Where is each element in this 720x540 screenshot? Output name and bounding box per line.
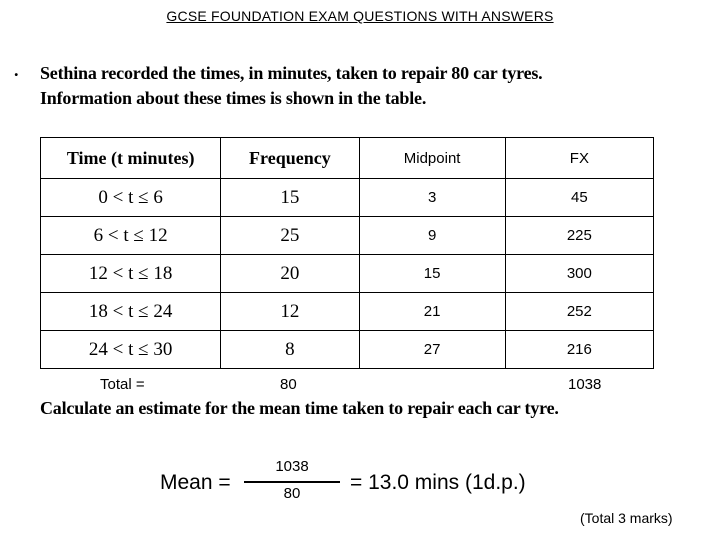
table-row [41, 331, 654, 369]
midpoint-value: 15 [359, 255, 505, 293]
fx-value: 300 [505, 255, 653, 293]
time-interval: 12 < t ≤ 18 [41, 255, 221, 293]
question-line-1: Sethina recorded the times, in minutes, taken to repair 80 car tyres. [40, 63, 543, 83]
midpoint-value: 27 [359, 331, 505, 369]
frequency-table [40, 137, 654, 369]
mean-numerator: 1038 [275, 458, 309, 475]
mean-result: = 13.0 mins (1d.p.) [350, 471, 526, 494]
time-interval: 24 < t ≤ 30 [41, 331, 221, 369]
fx-value: 216 [505, 331, 653, 369]
midpoint-value: 3 [359, 179, 505, 217]
question-instruction: Calculate an estimate for the mean time taken to repair each car tyre. [40, 398, 559, 418]
total-label: Total = [100, 376, 145, 393]
table-row [41, 255, 654, 293]
midpoint-value: 9 [359, 217, 505, 255]
mean-label: Mean = [160, 471, 231, 494]
table-row [41, 293, 654, 331]
frequency-value: 25 [221, 217, 359, 255]
time-interval: 18 < t ≤ 24 [41, 293, 221, 331]
header-midpoint: Midpoint [359, 138, 505, 179]
fx-total: 1038 [568, 376, 602, 393]
mean-denominator: 80 [283, 485, 301, 502]
total-marks: (Total 3 marks) [580, 510, 673, 526]
question-bullet: . [14, 60, 19, 80]
time-interval: 0 < t ≤ 6 [41, 179, 221, 217]
midpoint-value: 21 [359, 293, 505, 331]
header-time: Time (t minutes) [41, 138, 221, 179]
fx-value: 252 [505, 293, 653, 331]
fraction-bar [244, 481, 340, 483]
time-interval: 6 < t ≤ 12 [41, 217, 221, 255]
fx-value: 225 [505, 217, 653, 255]
question-line-2: Information about these times is shown in the table. [40, 88, 427, 108]
frequency-value: 8 [221, 331, 359, 369]
table-row [41, 217, 654, 255]
frequency-value: 12 [221, 293, 359, 331]
table-header-row [41, 138, 654, 179]
header-fx: FX [505, 138, 653, 179]
table-row [41, 179, 654, 217]
page-title: GCSE FOUNDATION EXAM QUESTIONS WITH ANSWERS [166, 8, 554, 24]
fx-value: 45 [505, 179, 653, 217]
header-frequency: Frequency [221, 138, 359, 179]
frequency-value: 20 [221, 255, 359, 293]
frequency-total: 80 [280, 376, 297, 393]
frequency-value: 15 [221, 179, 359, 217]
